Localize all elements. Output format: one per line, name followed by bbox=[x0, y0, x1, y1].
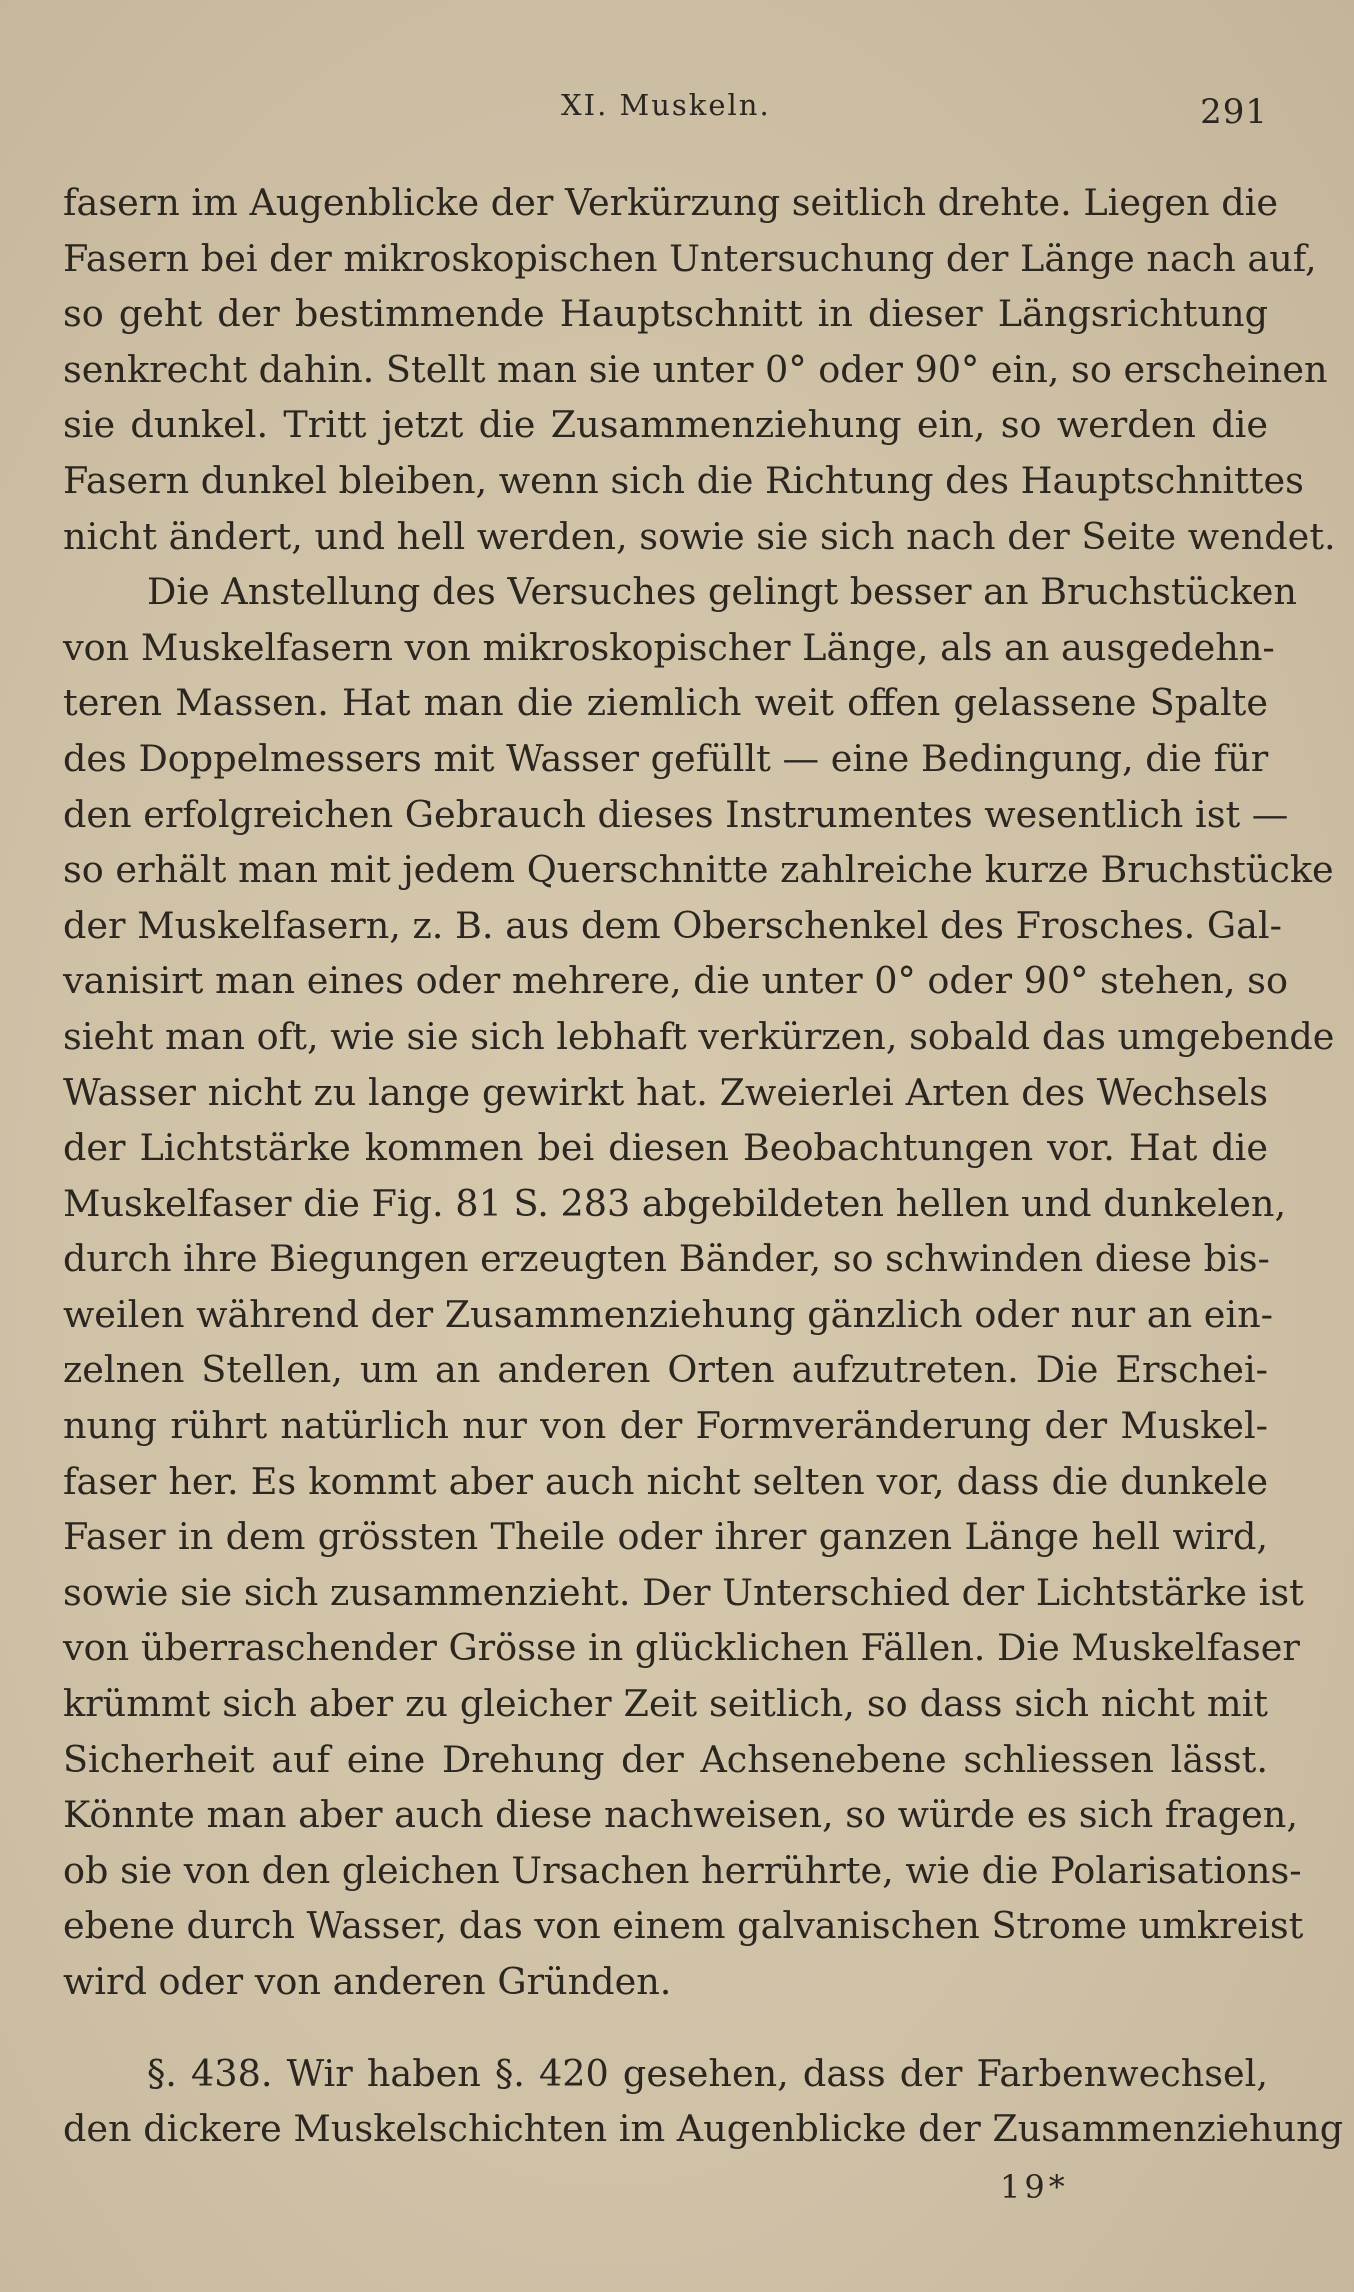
text-line: ebene durch Wasser, das von einem galvanischen Strome umkreist bbox=[63, 1904, 1304, 1948]
text-line: Wasser nicht zu lange gewirkt hat. Zweierlei Arten des Wechsels bbox=[63, 1070, 1268, 1114]
text-line: wird oder von anderen Gründen. bbox=[63, 1960, 672, 2003]
text-line: fasern im Augenblicke der Verkürzung seitlich drehte. Liegen die bbox=[63, 181, 1279, 224]
text-line: Muskelfaser die Fig. 81 S. 283 abgebildeten hellen und dunkelen, bbox=[63, 1181, 1287, 1225]
text-line: den dickere Muskelschichten im Augenblicke der Zusammenziehung bbox=[63, 2107, 1344, 2151]
text-line: Die Anstellung des Versuches gelingt besser an Bruchstücken bbox=[147, 570, 1297, 614]
text-line: zelnen Stellen, um an anderen Orten aufzutreten. Die Erschei- bbox=[63, 1348, 1268, 1392]
text-line: von Muskelfasern von mikroskopischer Länge, als an ausgedehn- bbox=[63, 625, 1275, 669]
text-line: so erhält man mit jedem Querschnitte zahlreiche kurze Bruchstücke bbox=[63, 848, 1334, 892]
text-line: Fasern bei der mikroskopischen Untersuchung der Länge nach auf, bbox=[63, 236, 1317, 280]
text-line: nicht ändert, und hell werden, sowie sie sich nach der Seite wendet. bbox=[63, 514, 1336, 558]
signature-mark: 19* bbox=[1000, 2168, 1069, 2206]
paragraph-gap bbox=[63, 2010, 1268, 2046]
text-line: senkrecht dahin. Stellt man sie unter 0° oder 90° ein, so erscheinen bbox=[63, 347, 1328, 391]
text-line: sieht man oft, wie sie sich lebhaft verkürzen, sobald das umgebende bbox=[63, 1014, 1335, 1058]
text-line: weilen während der Zusammenziehung gänzlich oder nur an ein- bbox=[63, 1292, 1274, 1336]
text-line: Könnte man aber auch diese nachweisen, so würde es sich fragen, bbox=[63, 1793, 1298, 1837]
text-line: so geht der bestimmende Hauptschnitt in dieser Längsrichtung bbox=[63, 292, 1268, 336]
text-line: durch ihre Biegungen erzeugten Bänder, so schwinden diese bis- bbox=[63, 1237, 1270, 1281]
text-line: faser her. Es kommt aber auch nicht selten vor, dass die dunkele bbox=[63, 1459, 1268, 1503]
text-line: §. 438. Wir haben §. 420 gesehen, dass der Farbenwechsel, bbox=[147, 2051, 1268, 2095]
text-line: krümmt sich aber zu gleicher Zeit seitlich, so dass sich nicht mit bbox=[63, 1682, 1268, 1726]
paragraph bbox=[63, 564, 1335, 2009]
text-line: Sicherheit auf eine Drehung der Achsenebene schliessen lässt. bbox=[63, 1737, 1268, 1781]
paragraph bbox=[63, 2046, 1344, 2157]
body-text bbox=[63, 175, 1344, 2157]
paragraph bbox=[63, 175, 1336, 564]
text-line: der Lichtstärke kommen bei diesen Beobachtungen vor. Hat die bbox=[63, 1126, 1268, 1170]
text-line: sowie sie sich zusammenzieht. Der Unterschied der Lichtstärke ist bbox=[63, 1570, 1304, 1614]
text-line: ob sie von den gleichen Ursachen herrührte, wie die Polarisations- bbox=[63, 1848, 1302, 1892]
text-line: nung rührt natürlich nur von der Formveränderung der Muskel- bbox=[63, 1404, 1268, 1448]
text-line: vanisirt man eines oder mehrere, die unter 0° oder 90° stehen, so bbox=[63, 959, 1288, 1003]
text-line: teren Massen. Hat man die ziemlich weit offen gelassene Spalte bbox=[63, 681, 1268, 725]
text-line: des Doppelmessers mit Wasser gefüllt — eine Bedingung, die für bbox=[63, 736, 1269, 780]
text-line: sie dunkel. Tritt jetzt die Zusammenziehung ein, so werden die bbox=[63, 403, 1268, 447]
running-head bbox=[0, 88, 1354, 132]
text-line: Faser in dem grössten Theile oder ihrer ganzen Länge hell wird, bbox=[63, 1515, 1268, 1559]
text-line: Fasern dunkel bleiben, wenn sich die Richtung des Hauptschnittes bbox=[63, 458, 1304, 502]
text-line: den erfolgreichen Gebrauch dieses Instrumentes wesentlich ist — bbox=[63, 792, 1289, 836]
text-line: der Muskelfasern, z. B. aus dem Oberschenkel des Frosches. Gal- bbox=[63, 903, 1282, 947]
chapter-title: XI. Muskeln. bbox=[561, 88, 771, 122]
text-line: von überraschender Grösse in glücklichen Fällen. Die Muskelfaser bbox=[63, 1626, 1300, 1670]
page-number: 291 bbox=[1200, 92, 1268, 132]
